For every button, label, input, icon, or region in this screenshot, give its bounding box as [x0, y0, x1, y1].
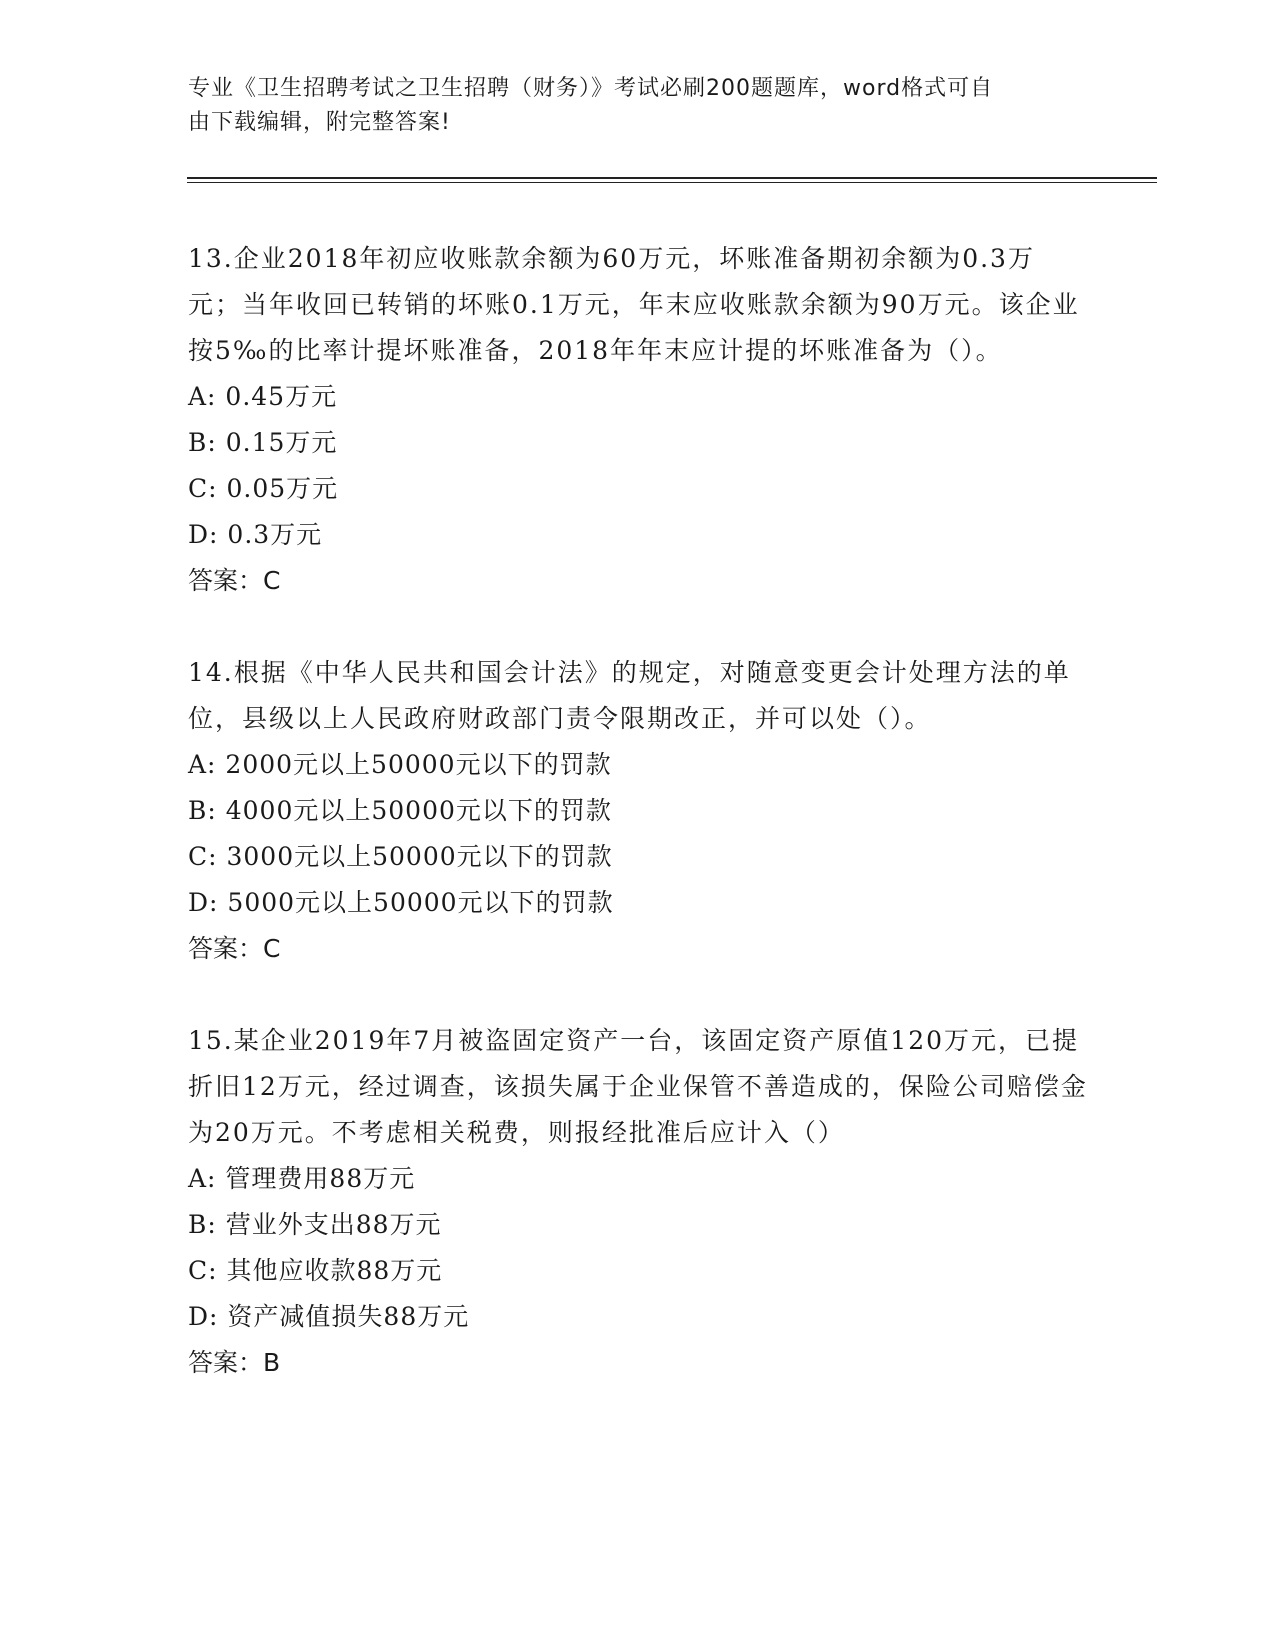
option-a: A: 2000元以上50000元以下的罚款	[188, 750, 612, 779]
option-c: C: 0.05万元	[188, 474, 339, 503]
answer: 答案：B	[188, 1348, 281, 1377]
question-13	[188, 236, 1088, 604]
option-d: D: 5000元以上50000元以下的罚款	[188, 888, 614, 917]
question-list	[188, 236, 1088, 1432]
option-b: B: 4000元以上50000元以下的罚款	[188, 796, 612, 825]
option-c: C: 其他应收款88万元	[188, 1256, 443, 1285]
question-15	[188, 1018, 1088, 1386]
question-text: 13.企业2018年初应收账款余额为60万元，坏账准备期初余额为0.3万元；当年收回已转销的坏账0.1万元，年末应收账款余额为90万元。该企业按5‰的比率计提坏账准备，2018年年末应计提的坏账准备为（）。	[188, 244, 1080, 365]
question-14	[188, 650, 1088, 972]
header-line-2: 由下载编辑，附完整答案!	[188, 110, 451, 135]
option-b: B: 营业外支出88万元	[188, 1210, 442, 1239]
option-d: D: 资产减值损失88万元	[188, 1302, 470, 1331]
option-b: B: 0.15万元	[188, 428, 338, 457]
header-line-1: 专业《卫生招聘考试之卫生招聘（财务）》考试必刷200题题库，word格式可自	[188, 76, 994, 101]
document-header	[188, 72, 1068, 140]
option-c: C: 3000元以上50000元以下的罚款	[188, 842, 613, 871]
option-a: A: 0.45万元	[188, 382, 338, 411]
header-divider-thick	[187, 177, 1157, 179]
header-divider-thin	[187, 182, 1157, 183]
answer: 答案：C	[188, 566, 281, 595]
question-text: 14.根据《中华人民共和国会计法》的规定，对随意变更会计处理方法的单位，县级以上人民政府财政部门责令限期改正，并可以处（）。	[188, 658, 1071, 733]
option-d: D: 0.3万元	[188, 520, 323, 549]
option-a: A: 管理费用88万元	[188, 1164, 416, 1193]
answer: 答案：C	[188, 934, 281, 963]
question-text: 15.某企业2019年7月被盗固定资产一台，该固定资产原值120万元，已提折旧12万元，经过调查，该损失属于企业保管不善造成的，保险公司赔偿金为20万元。不考虑相关税费，则报经批准后应计入（）	[188, 1026, 1088, 1147]
